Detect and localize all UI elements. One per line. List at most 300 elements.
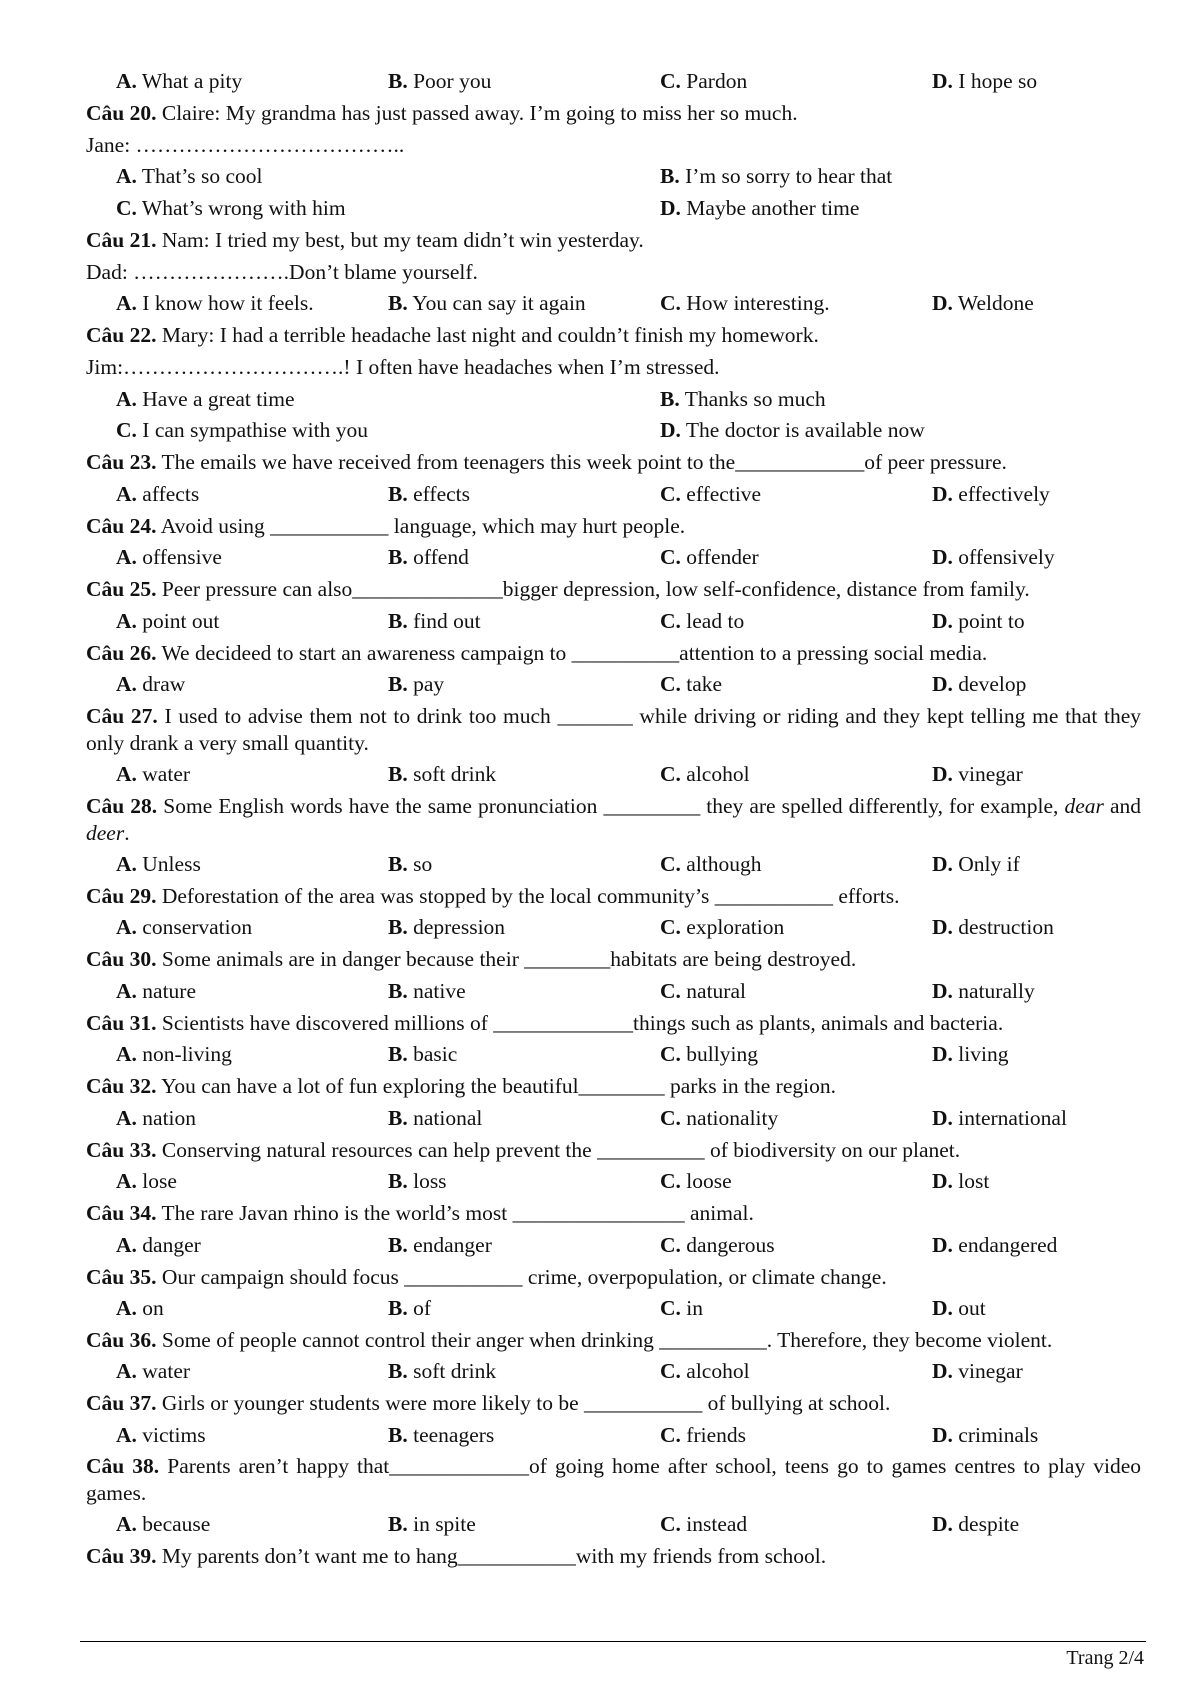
option-letter: C. xyxy=(660,762,681,786)
option-c xyxy=(660,542,759,574)
options-row xyxy=(86,415,1141,447)
option-letter: D. xyxy=(932,978,953,1003)
option-letter: A. xyxy=(116,1042,137,1067)
question-stem xyxy=(86,701,1141,759)
option-c xyxy=(660,669,722,701)
option-letter: A. xyxy=(116,545,137,570)
option-letter: B. xyxy=(388,545,408,570)
options-row xyxy=(86,542,1141,574)
option-text: endanger xyxy=(413,1232,492,1257)
option-letter: A. xyxy=(116,1359,137,1383)
option-letter: C. xyxy=(116,196,137,220)
dialogue-text: Jane: ……………………………….. xyxy=(86,132,405,157)
option-letter: C. xyxy=(660,608,681,633)
option-d xyxy=(932,1509,1019,1541)
option-b xyxy=(388,1356,496,1388)
question-number: Câu 33. xyxy=(86,1137,157,1162)
question-text-mid: and xyxy=(1103,793,1142,818)
option-text: naturally xyxy=(958,978,1035,1003)
option-text: nationality xyxy=(686,1105,779,1130)
question-text: Deforestation of the area was stopped by the local community’s ___________ efforts. xyxy=(161,883,900,908)
option-text: You can say it again xyxy=(412,291,586,316)
option-letter: A. xyxy=(116,164,137,189)
option-text: The doctor is available now xyxy=(685,418,925,443)
dialogue-line xyxy=(86,257,1141,289)
option-a xyxy=(116,479,199,511)
option-text: native xyxy=(413,978,466,1003)
option-c xyxy=(660,1420,746,1452)
option-text: soft drink xyxy=(413,1359,497,1383)
option-letter: B. xyxy=(388,1422,408,1447)
option-letter: A. xyxy=(116,762,137,786)
option-letter: B. xyxy=(388,608,408,633)
question-text: The emails we have received from teenagers this week point to the____________of peer pressure. xyxy=(161,450,1007,474)
option-text: I can sympathise with you xyxy=(142,418,368,443)
question-text: Avoid using ___________ language, which may hurt people. xyxy=(160,513,686,538)
option-text: out xyxy=(958,1296,986,1321)
option-d xyxy=(660,415,925,447)
options-row xyxy=(86,1039,1141,1071)
options-row xyxy=(86,1356,1141,1388)
option-letter: D. xyxy=(932,1232,953,1257)
option-c: C. Pardon xyxy=(660,69,748,93)
option-letter: C. xyxy=(660,1512,681,1537)
option-b xyxy=(660,161,892,193)
option-c xyxy=(660,1293,703,1325)
option-b xyxy=(388,1103,482,1135)
option-letter: C. xyxy=(660,978,681,1003)
option-letter: A. xyxy=(116,291,137,316)
option-letter: D. xyxy=(932,481,953,506)
option-d xyxy=(932,1166,989,1198)
question-text: I used to advise them not to drink too much _______ while driving or riding and they kept telling me that they only drank a very small quantity. xyxy=(86,704,1142,755)
option-letter: B. xyxy=(388,1512,408,1537)
option-d xyxy=(932,1039,1008,1071)
option-b xyxy=(388,1230,492,1262)
example-word: dear xyxy=(1064,793,1104,818)
option-letter: A. xyxy=(116,481,137,506)
dialogue-line xyxy=(86,352,1141,384)
option-text: What’s wrong with him xyxy=(141,196,346,220)
option-letter: A. xyxy=(116,1105,137,1130)
question-stem xyxy=(86,1008,1141,1040)
option-letter: D. xyxy=(932,1042,953,1067)
option-letter: C. xyxy=(660,545,681,570)
option-a xyxy=(116,161,263,193)
question-stem xyxy=(86,320,1141,352)
option-b xyxy=(388,288,586,320)
page-number: Trang 2/4 xyxy=(1066,1647,1144,1669)
option-letter: D. xyxy=(932,1359,953,1383)
option-text: lead to xyxy=(686,608,745,633)
option-letter: B. xyxy=(388,851,408,876)
option-text: Weldone xyxy=(957,291,1034,316)
options-row xyxy=(86,1166,1141,1198)
question-text: Nam: I tried my best, but my team didn’t win yesterday. xyxy=(161,227,644,252)
options-row xyxy=(86,669,1141,701)
option-d xyxy=(932,849,1020,881)
option-text: offensively xyxy=(958,545,1055,570)
question-number: Câu 38. xyxy=(86,1454,160,1479)
options-row xyxy=(86,193,1141,225)
option-b xyxy=(388,1509,476,1541)
option-b xyxy=(388,1166,447,1198)
option-letter: C. xyxy=(660,1105,681,1130)
option-c xyxy=(116,193,346,225)
option-b xyxy=(388,542,469,574)
question-number: Câu 36. xyxy=(86,1328,157,1352)
option-text: nation xyxy=(142,1105,197,1130)
option-c xyxy=(660,1230,775,1262)
question-number: Câu 22. xyxy=(86,323,157,347)
options-row xyxy=(86,161,1141,193)
question-stem xyxy=(86,1541,1141,1573)
option-a xyxy=(116,1293,164,1325)
option-a xyxy=(116,1103,196,1135)
option-a xyxy=(116,542,222,574)
option-letter: A. xyxy=(116,1169,137,1194)
option-letter: D. xyxy=(932,1105,953,1130)
question-stem xyxy=(86,1262,1141,1294)
option-text: point out xyxy=(142,608,220,633)
option-a xyxy=(116,759,190,791)
options-row xyxy=(86,1420,1141,1452)
option-letter: B. xyxy=(388,291,408,316)
option-a xyxy=(116,1356,190,1388)
question-text: My parents don’t want me to hang___________with my friends from school. xyxy=(161,1544,827,1568)
option-letter: C. xyxy=(660,915,681,940)
option-letter: D. xyxy=(932,915,953,940)
option-letter: A. xyxy=(116,1232,137,1257)
question-number: Câu 21. xyxy=(86,227,157,252)
option-b xyxy=(388,849,432,881)
question-number: Câu 28. xyxy=(86,793,158,818)
option-d xyxy=(932,1230,1057,1262)
option-text: offend xyxy=(413,545,469,570)
option-b xyxy=(388,1039,457,1071)
option-text: on xyxy=(142,1296,164,1321)
option-b xyxy=(388,976,466,1008)
option-text: effective xyxy=(686,481,762,506)
question-stem xyxy=(86,638,1141,670)
option-c xyxy=(116,415,368,447)
option-text: danger xyxy=(142,1232,201,1257)
option-text: loose xyxy=(686,1169,732,1194)
option-letter: D. xyxy=(660,196,681,220)
option-letter: C. xyxy=(660,1422,681,1447)
option-letter: B. xyxy=(388,481,408,506)
option-text: natural xyxy=(686,978,746,1003)
option-text: of xyxy=(413,1296,432,1321)
option-text: find out xyxy=(413,608,481,633)
question-stem xyxy=(86,225,1141,257)
option-letter: D. xyxy=(932,1422,953,1447)
option-b xyxy=(388,912,505,944)
option-letter: D. xyxy=(932,1296,953,1321)
option-letter: A. xyxy=(116,1512,137,1537)
option-letter: B. xyxy=(388,915,408,940)
question-stem xyxy=(86,944,1141,976)
options-row xyxy=(86,1509,1141,1541)
option-text: water xyxy=(142,1359,191,1383)
option-b xyxy=(388,1293,431,1325)
question-text: You can have a lot of fun exploring the beautiful________ parks in the region. xyxy=(161,1074,836,1098)
option-c xyxy=(660,288,830,320)
option-a xyxy=(116,1230,201,1262)
option-d xyxy=(932,759,1023,791)
option-a xyxy=(116,1509,210,1541)
option-text: living xyxy=(958,1042,1009,1067)
option-letter: A. xyxy=(116,1422,137,1447)
option-text: soft drink xyxy=(413,762,497,786)
options-row xyxy=(86,384,1141,416)
option-d xyxy=(932,1420,1038,1452)
option-text: nature xyxy=(142,978,196,1003)
question-stem xyxy=(86,98,1141,130)
option-letter: B. xyxy=(388,978,408,1003)
footer-divider xyxy=(80,1641,1146,1642)
option-text: endangered xyxy=(958,1232,1058,1257)
option-text: victims xyxy=(142,1422,206,1447)
option-letter: D. xyxy=(932,672,953,697)
options-row xyxy=(86,1230,1141,1262)
option-text: Unless xyxy=(142,851,201,876)
option-text: draw xyxy=(142,672,186,697)
option-c xyxy=(660,759,750,791)
option-c xyxy=(660,849,762,881)
option-a xyxy=(116,669,185,701)
example-word: deer xyxy=(86,820,125,845)
question-number: Câu 23. xyxy=(86,450,157,474)
option-text: Maybe another time xyxy=(686,196,860,220)
dialogue-text: Jim:………………………….! I often have headaches when I’m stressed. xyxy=(86,354,720,379)
question-text: Scientists have discovered millions of _____________things such as plants, animals and bacteria. xyxy=(161,1010,1004,1035)
option-letter: D. xyxy=(932,1512,953,1537)
option-text: dangerous xyxy=(686,1232,775,1257)
option-b xyxy=(388,1420,494,1452)
option-text: alcohol xyxy=(686,1359,750,1383)
option-a xyxy=(116,384,295,416)
option-text: lost xyxy=(958,1169,990,1194)
option-text: Only if xyxy=(958,851,1020,876)
question-stem xyxy=(86,1325,1141,1356)
options-row xyxy=(86,606,1141,638)
question-stem xyxy=(86,791,1141,849)
question-stem xyxy=(86,511,1141,543)
question-text: Our campaign should focus ___________ crime, overpopulation, or climate change. xyxy=(161,1264,887,1289)
option-b: B. Poor you xyxy=(388,69,492,93)
option-letter: B. xyxy=(388,672,408,697)
question-number: Câu 37. xyxy=(86,1390,157,1415)
option-text: alcohol xyxy=(686,762,750,786)
option-a xyxy=(116,1039,232,1071)
options-row xyxy=(86,479,1141,511)
question-text: Some animals are in danger because their ________habitats are being destroyed. xyxy=(161,947,857,971)
question-number: Câu 39. xyxy=(86,1544,157,1568)
option-letter: A. xyxy=(116,386,137,411)
options-row xyxy=(86,759,1141,791)
option-text: in spite xyxy=(413,1512,476,1537)
option-a: A. What a pity xyxy=(116,69,243,93)
option-letter: D. xyxy=(932,291,953,316)
question-stem xyxy=(86,1451,1141,1509)
options-row xyxy=(86,976,1141,1008)
option-d xyxy=(932,669,1026,701)
option-text: despite xyxy=(958,1512,1020,1537)
option-d xyxy=(660,193,859,225)
option-d xyxy=(932,976,1035,1008)
question-number: Câu 35. xyxy=(86,1264,157,1289)
option-text: I’m so sorry to hear that xyxy=(685,164,893,189)
question-stem xyxy=(86,447,1141,479)
option-b xyxy=(388,759,496,791)
options-row xyxy=(86,1103,1141,1135)
question-text: Claire: My grandma has just passed away. I’m going to miss her so much. xyxy=(161,100,798,125)
option-text: depression xyxy=(413,915,506,940)
option-letter: C. xyxy=(660,1296,681,1321)
option-text: conservation xyxy=(142,915,253,940)
option-letter: B. xyxy=(660,386,680,411)
option-text: national xyxy=(413,1105,483,1130)
option-letter: C. xyxy=(660,1042,681,1067)
option-text: loss xyxy=(413,1169,447,1194)
option-letter: C. xyxy=(660,851,681,876)
option-letter: C. xyxy=(660,672,681,697)
option-letter: B. xyxy=(388,1232,408,1257)
option-text: lose xyxy=(142,1169,177,1194)
option-letter: B. xyxy=(388,1169,408,1194)
option-b xyxy=(388,479,470,511)
question-text: Peer pressure can also______________bigger depression, low self-confidence, distance from family. xyxy=(161,577,1030,601)
option-c xyxy=(660,912,784,944)
option-letter: B. xyxy=(388,1042,408,1067)
option-a xyxy=(116,849,201,881)
option-text: offensive xyxy=(142,545,222,570)
option-text: vinegar xyxy=(958,1359,1023,1383)
question-text: Girls or younger students were more likely to be ___________ of bullying at school. xyxy=(161,1390,891,1415)
question-list xyxy=(86,98,1141,1573)
option-text: take xyxy=(686,672,723,697)
question-stem xyxy=(86,1198,1141,1230)
option-text: effectively xyxy=(958,481,1050,506)
option-letter: B. xyxy=(388,1359,408,1383)
exam-page xyxy=(86,66,1141,1573)
option-d xyxy=(932,542,1055,574)
option-text: Have a great time xyxy=(142,386,295,411)
option-letter: D. xyxy=(932,545,953,570)
option-text: I know how it feels. xyxy=(142,291,314,316)
option-text: pay xyxy=(413,672,445,697)
question-stem xyxy=(86,881,1141,913)
option-d xyxy=(932,1293,986,1325)
question-number: Câu 25. xyxy=(86,577,157,601)
question-text: We decideed to start an awareness campaign to __________attention to a pressing social media. xyxy=(161,640,988,665)
option-text: affects xyxy=(142,481,200,506)
option-text: bullying xyxy=(686,1042,758,1067)
question-number: Câu 30. xyxy=(86,947,157,971)
question-text: Conserving natural resources can help prevent the __________ of biodiversity on our planet. xyxy=(161,1137,961,1162)
option-text: effects xyxy=(413,481,470,506)
option-c xyxy=(660,1166,732,1198)
option-letter: B. xyxy=(388,762,408,786)
dialogue-text: Dad: ………………….Don’t blame yourself. xyxy=(86,259,478,284)
question-number: Câu 34. xyxy=(86,1201,157,1225)
question-number: Câu 20. xyxy=(86,100,157,125)
option-text: destruction xyxy=(958,915,1054,940)
option-text: offender xyxy=(686,545,759,570)
option-c xyxy=(660,606,744,638)
option-text: Thanks so much xyxy=(684,386,826,411)
option-letter: B. xyxy=(388,1105,408,1130)
question-stem xyxy=(86,574,1141,606)
question-stem xyxy=(86,1388,1141,1420)
option-text: water xyxy=(142,762,191,786)
option-d xyxy=(932,479,1050,511)
option-letter: D. xyxy=(932,608,953,633)
option-c xyxy=(660,1103,778,1135)
option-d: D. I hope so xyxy=(932,69,1038,93)
option-text: point to xyxy=(958,608,1025,633)
option-text: instead xyxy=(686,1512,748,1537)
option-text: international xyxy=(958,1105,1067,1130)
question-text: Some of people cannot control their anger when drinking __________. Therefore, they become violent. xyxy=(161,1328,1053,1352)
option-b xyxy=(388,669,444,701)
question-number: Câu 26. xyxy=(86,640,157,665)
option-c xyxy=(660,976,746,1008)
option-b xyxy=(388,606,481,638)
option-a xyxy=(116,1420,206,1452)
option-c xyxy=(660,479,761,511)
option-letter: B. xyxy=(388,1296,408,1321)
option-d xyxy=(932,1356,1023,1388)
option-text: That’s so cool xyxy=(141,164,263,189)
question-stem xyxy=(86,1071,1141,1103)
question-number: Câu 24. xyxy=(86,513,157,538)
option-letter: A. xyxy=(116,851,137,876)
option-text: exploration xyxy=(686,915,785,940)
question-text-end: . xyxy=(124,820,130,845)
question-text: Mary: I had a terrible headache last night and couldn’t finish my homework. xyxy=(161,323,819,347)
option-letter: C. xyxy=(660,1232,681,1257)
question-number: Câu 32. xyxy=(86,1074,157,1098)
option-text: vinegar xyxy=(958,762,1023,786)
option-letter: D. xyxy=(660,418,681,443)
question-number: Câu 29. xyxy=(86,883,157,908)
options-row xyxy=(86,288,1141,320)
option-a xyxy=(116,1166,177,1198)
option-b xyxy=(660,384,826,416)
option-letter: B. xyxy=(660,164,680,189)
option-letter: A. xyxy=(116,608,137,633)
option-letter: A. xyxy=(116,1296,137,1321)
dialogue-line xyxy=(86,130,1141,162)
question-text: Parents aren’t happy that_____________of going home after school, teens go to games centres to play video games. xyxy=(86,1454,1142,1506)
option-d xyxy=(932,912,1054,944)
option-text: in xyxy=(686,1296,704,1321)
option-a xyxy=(116,976,196,1008)
option-text: teenagers xyxy=(413,1422,495,1447)
option-letter: A. xyxy=(116,915,137,940)
options-q19 xyxy=(86,66,1141,98)
options-row xyxy=(86,1293,1141,1325)
option-a xyxy=(116,912,252,944)
question-number: Câu 27. xyxy=(86,704,158,728)
option-letter: C. xyxy=(116,418,137,443)
option-a xyxy=(116,288,314,320)
option-letter: D. xyxy=(932,762,953,786)
option-text: develop xyxy=(958,672,1027,697)
option-d xyxy=(932,606,1025,638)
